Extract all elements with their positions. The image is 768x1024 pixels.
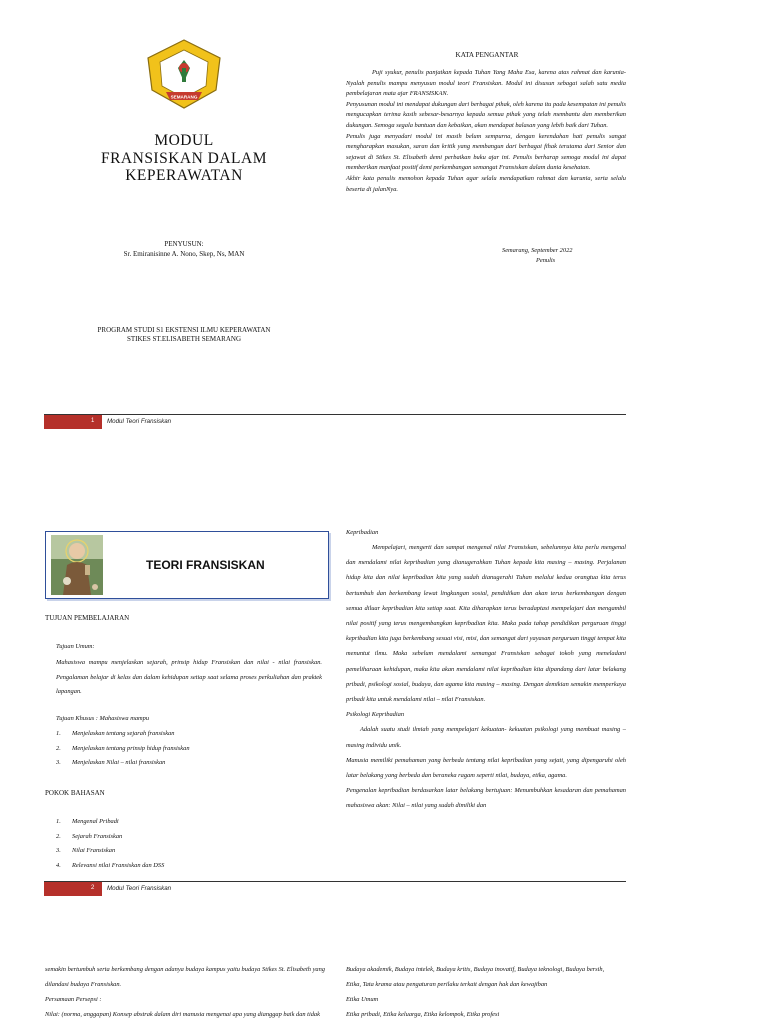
list-item: 1. Mengenal Pribadi — [56, 818, 119, 825]
page3-left-text: semakin bertumbuh serta berkembang dengan adanya budaya kampus yaitu budaya Stikes St. Elisabeth yang dilandasi budaya Fransiskan. Persamaan Persepsi : Nilai: (norma, anggapan) Konsep abstrak dalam diri manusia mengenai apa yang dianggap baik dan tidak — [45, 966, 325, 1018]
page-number: 1 — [91, 418, 95, 424]
svg-text:SEMARANG: SEMARANG — [170, 94, 198, 100]
institution-block: PROGRAM STUDI S1 EKSTENSI ILMU KEPERAWATAN STIKES ST.ELISABETH SEMARANG — [97, 326, 271, 343]
preface-signature: Penulis — [536, 257, 556, 264]
author-label: PENYUSUN: — [164, 240, 204, 248]
general-objective-label: Tujuan Umum: — [56, 643, 95, 650]
personality-heading: Kepribadian — [346, 529, 379, 536]
personality-body: Mempelajari, mengerti dan sampai mengenal nilai Fransiskan, sebelumnya kita perlu mengenal dan mendalami nilai kepribadian yang dianugerahkan Tuhan kepada kita masing – masing. Perjalanan hidup kita dan nilai kepribadian kita yang sudah dianugerahi Tuhan melalui kedua orangtua kita terus bertumbuh dan berkembang lewat lingkungan sosial, pendidikan dan akan terus berkembangan dengan semua diluar kepribadian kita setiap saat. Kita diharapkan terus beradaptasi mempelajari dan mengambil nilai positif yang terus mengembangkan kepribadian kita. Maka pada tahap pendidikan perguruan tinggi kepribadian kita juga berkembang sesuai visi, misi, dan semangat dari yayasan perguruan tinggi tempat kita menuntut ilmu. Maka sebelum mendalami semangat Fransiskan sebagai tokoh yang meneladani pemeliharaan kehidupan, maka kita akan mendalami nilai kepribadian kita dipandang dari latar belakang pribadi, psikologi sosial, budaya, dan agama kita masing – masing. Dengan demikian semakin memperkaya pribadi kita untuk mendalami nilai – nilai Fransiskan. Psikologi Kepribadian Adalah suatu studi ilmiah yang mempelajari kekuatan- kekuatan psikologi yang membuat masing – masing individu unik. Manusia memiliki pemahaman yang berbeda tentang nilai kepribadian yang sejati, yang dipengaruhi oleh latar belakang yang berbeda dan beraneka ragam seperti nilai, budaya, etika, agama. Pengenalan kepribadian berdasarkan latar belakang bertujuan: Menumbuhkan kesadaran dan pemahaman mahasiswa akan: Nilai – nilai yang sudah dimiliki dan — [346, 544, 626, 810]
footer-rule — [44, 414, 626, 415]
topics-heading: POKOK BAHASAN — [45, 789, 105, 797]
author-name: Sr. Emiranisinne A. Nono, Skep, Ns, MAN — [123, 250, 245, 258]
chapter-title: TEORI FRANSISKAN — [146, 558, 265, 572]
footer-rule — [44, 881, 626, 882]
college-logo-icon — [144, 38, 224, 110]
saint-francis-portrait-icon — [51, 535, 103, 595]
specific-objectives-list — [56, 727, 316, 771]
list-item: 1. Menjelaskan tentang sejarah fransiskan — [56, 730, 175, 737]
author-block — [80, 239, 288, 259]
preface-heading: KATA PENGANTAR — [455, 51, 519, 59]
chapter-banner — [45, 531, 329, 599]
list-item: 3. Menjelaskan Nilai – nilai fransiskan — [56, 759, 166, 766]
list-item: 2. Menjelaskan tentang prinsip hidup fransiskan — [56, 744, 190, 752]
list-item: 2. Sejarah Fransiskan — [56, 832, 123, 840]
psychology-subheading: Psikologi Kepribadian — [346, 711, 405, 719]
topics-list — [56, 815, 316, 873]
footer-text: Modul Teori Fransiskan — [107, 418, 172, 425]
page3-right-text: Budaya akademik, Budaya intelek, Budaya kritis, Budaya inovatif, Budaya teknologi, Budaya bersih, Etika, Tata krama atau pengaturan perilaku terkait dengan hak dan kewajiban Etika Umum Etika pribadi, Etika keluarga, Etika kelompok, Etika profesi — [346, 966, 605, 1018]
module-title: MODUL FRANSISKAN DALAM KEPERAWATAN — [100, 132, 268, 184]
preface-body: Puji syukur, penulis panjatkan kepada Tuhan Yang Maha Esa, karena atas rahmat dan karunia-Nyalah penulis mampu menyusun modul teori Fransiskan. Modul ini disusun sebagai salah satu media pembelajaran mata ajar FRANSISKAN. Penyusunan modul ini mendapat dukungan dari berbagai pihak, oleh karena itu pada kesempatan ini penulis mengucapkan terima kasih sebesar-besarnya kepada semua pihak yang telah membantu dan memberikan dukungan. Semoga segala bantuan dan kebaikan, akan mendapat balasan yang lebih baik dari Tuhan. Penulis juga menyadari modul ini masih belum sempurna, dengan kerendahan hati penulis sangat mengharapkan masukan, saran dan kritik yang membangun dari berbagai fihak terutama dari Senior dan sejawat di Stikes St. Elisabeth demi perbaikan buku ajar ini. Penulis berharap semoga modul ini dapat memberikan manfaat positif demi perkembangan semangat Fransiskan dalam dunia kesehatan. Akhir kata penulis memohon kepada Tuhan agar selalu mendapatkan rahmat dan karunia, serta selalu beserta di jalanNya. — [346, 69, 626, 193]
specific-objective-label: Tujuan Khusus : Mahasiswa mampu — [56, 715, 150, 722]
list-item: 4. Relevansi nilai Fransiskan dan DSS — [56, 861, 165, 869]
general-objective-text: Mahasiswa mampu menjelaskan sejarah, prinsip hidup Fransiskan dan nilai - nilai fransiskan. Pengalaman belajar di kelas dan dalam kehidupan setiap saat selama proses perkuliahan dan praktek lapangan. — [56, 659, 322, 695]
list-item: 3. Nilai Fransiskan — [56, 847, 116, 855]
preface-date: Semarang, September 2022 — [502, 247, 573, 254]
footer-text: Modul Teori Fransiskan — [107, 885, 172, 892]
page-number: 2 — [91, 885, 95, 891]
objectives-heading: TUJUAN PEMBELAJARAN — [45, 614, 130, 622]
